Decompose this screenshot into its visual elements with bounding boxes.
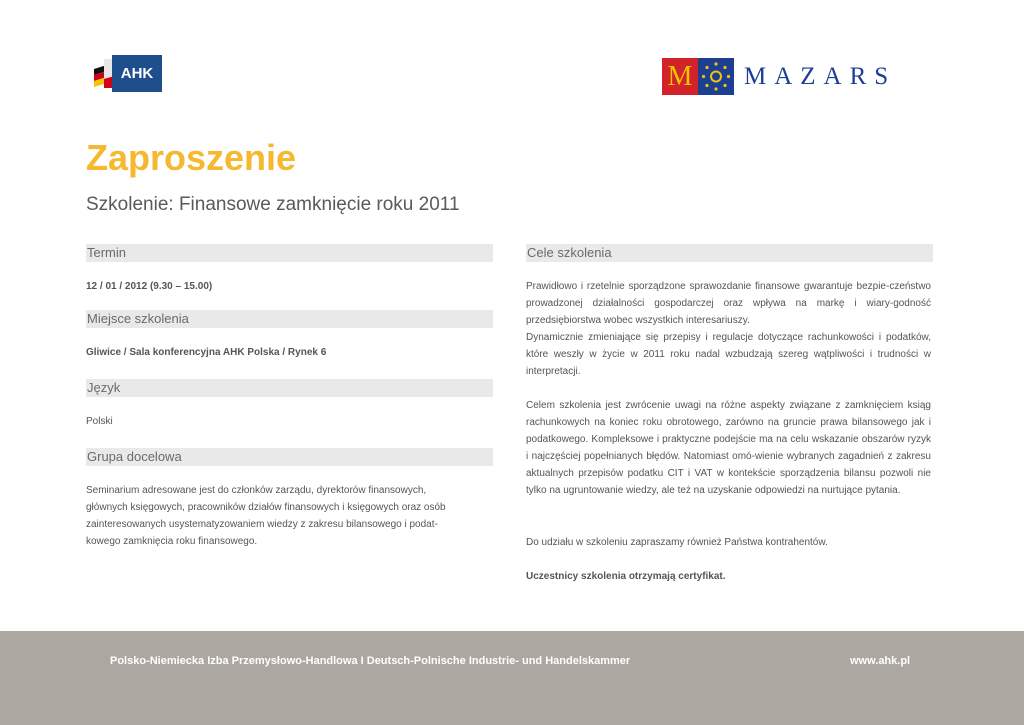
mazars-logo-word: MAZARS — [744, 63, 897, 90]
section-heading-termin: Termin — [86, 244, 493, 262]
grupa-line-2: głównych księgowych, pracowników działów finansowych i księgowych oraz osób — [86, 502, 446, 513]
section-heading-jezyk: Język — [86, 379, 493, 397]
mazars-logo-letter: M — [662, 58, 698, 95]
footer-website: www.ahk.pl — [850, 655, 911, 667]
jezyk-value: Polski — [86, 416, 113, 427]
footer — [0, 631, 1024, 725]
stars-icon — [698, 58, 734, 95]
section-heading-miejsce: Miejsce szkolenia — [86, 310, 493, 328]
termin-value: 12 / 01 / 2012 (9.30 – 15.00) — [86, 281, 213, 292]
page-title: Zaproszenie — [86, 137, 297, 178]
cele-paragraph-2: Dynamicznie zmieniające się przepisy i regulacje dotyczące rachunkowości i podatków, które weszły w życie w 2011 roku nadal wzbudzają szereg wątpliwości i trudności w interpretacji. — [526, 332, 931, 377]
section-heading-grupa: Grupa docelowa — [86, 448, 493, 466]
page-subtitle: Szkolenie: Finansowe zamknięcie roku 2011 — [86, 194, 460, 215]
cele-paragraph-4: Do udziału w szkoleniu zapraszamy również Państwa kontrahentów. — [526, 537, 828, 548]
grupa-line-3: zainteresowanych usystematyzowaniem wiedzy z zakresu bilansowego i podat- — [86, 519, 438, 530]
cele-paragraph-5: Uczestnicy szkolenia otrzymają certyfikat. — [526, 571, 726, 582]
miejsce-value: Gliwice / Sala konferencyjna AHK Polska / Rynek 6 — [86, 347, 327, 358]
mazars-logo — [662, 58, 907, 96]
cele-paragraph-1: Prawidłowo i rzetelnie sporządzone sprawozdanie finansowe gwarantuje bezpie-czeństwo prowadzonej działalności gospodarczej oraz wpływa na markę i wiary-godność przedsiębiorstwa wobec wszystkich interesariuszy. — [526, 281, 931, 326]
cele-paragraph-3: Celem szkolenia jest zwrócenie uwagi na różne aspekty związane z zamknięciem ksiąg rachunkowych na koniec roku obrotowego, zarówno na gruncie prawa bilansowego jak i podatkowego. Kompleksowe i praktyczne podejście ma na celu wskazanie obszarów ryzyk i najczęściej popełnianych błędów. Natomiast omó-wienie wybranych zagadnień z zakresu aktualnych przepisów podatku CIT i VAT w kontekście sporządzenia bilansu pozwoli nie tylko na ugruntowanie wiedzy, ale też na uzyskanie odpowiedzi na nurtujące pytania. — [526, 400, 931, 496]
grupa-line-4: kowego zamknięcia roku finansowego. — [86, 536, 258, 547]
footer-organization: Polsko-Niemiecka Izba Przemysłowo-Handlowa I Deutsch-Polnische Industrie- und Handelskammer — [110, 655, 631, 667]
section-heading-cele: Cele szkolenia — [526, 244, 933, 262]
grupa-line-1: Seminarium adresowane jest do członków zarządu, dyrektorów finansowych, — [86, 485, 427, 496]
ahk-logo — [90, 55, 162, 92]
ahk-logo-text: AHK — [112, 55, 162, 92]
